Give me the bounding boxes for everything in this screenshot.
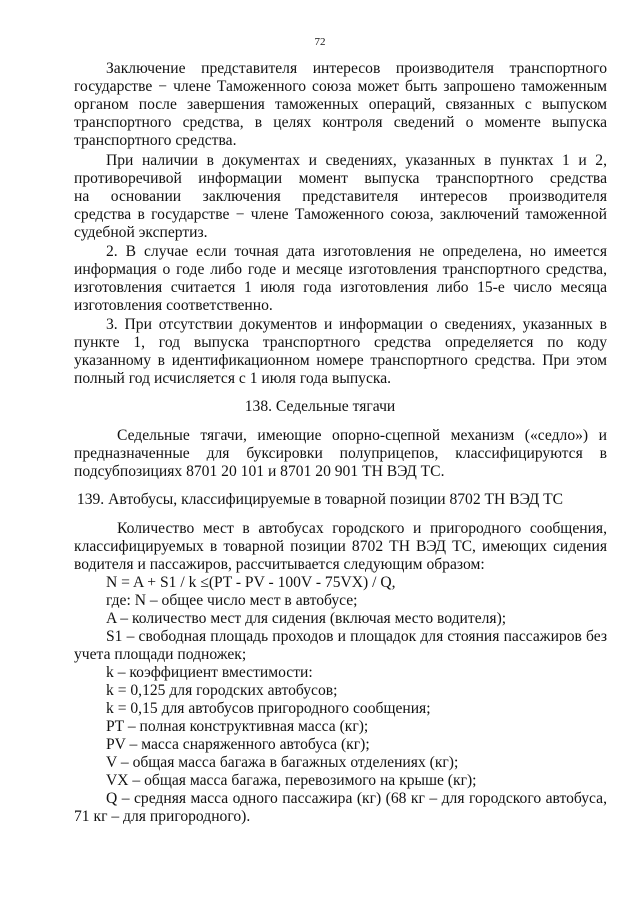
text-line: подсубпозициях 8701 20 101 и 8701 20 901 ТН ВЭД ТС. [74,463,445,480]
text-line: полный год исчисляется с 1 июля года выпуска. [74,370,392,387]
text-line: судебной экспертиз. [74,224,208,241]
text-line: PV – масса снаряженного автобуса (кг); [106,736,370,753]
text-line: VX – общая масса багажа, перевозимого на крыше (кг); [106,772,477,789]
text-line: противоречивой информации момент выпуска транспортного средства [74,170,607,187]
text-line: на основании заключения представителя интересов производителя [74,188,607,205]
text-line: классифицируемых в товарной позиции 8702 ТН ВЭД ТС, имеющих сидения [74,538,607,555]
text-line: Количество мест в автобусах городского и пригородного сообщения, [117,520,607,537]
text-line: PT – полная конструктивная масса (кг); [106,718,369,735]
text-line: A – количество мест для сидения (включая место водителя); [106,610,507,627]
text-line: k = 0,15 для автобусов пригородного сообщения; [106,700,431,717]
text-line: k = 0,125 для городских автобусов; [106,682,338,699]
text-line: информация о годе либо годе и месяце изготовления транспортного средства, [74,261,607,278]
section-heading: 138. Седельные тягачи [244,398,396,415]
text-line: учета площади подножек; [74,646,247,663]
text-line: Q – средняя масса одного пассажира (кг) (68 кг – для городского автобуса, [106,790,607,807]
text-line: 2. В случае если точная дата изготовления не определена, но имеется [106,243,607,260]
text-line: предназначенные для буксировки полуприцепов, классифицируются в [74,445,607,462]
text-line: Седельные тягачи, имеющие опорно-сцепной механизм («седло») и [117,427,607,444]
text-line: государстве − члене Таможенного союза может быть запрошено таможенным [74,78,607,95]
text-line: пункте 1, год выпуска транспортного средства определяется по коду [74,334,607,351]
text-line: V – общая масса багажа в багажных отделениях (кг); [106,754,459,771]
text-line: транспортного средства. [74,132,237,149]
text-line: 3. При отсутствии документов и информации о сведениях, указанных в [106,316,607,333]
text-line: k – коэффициент вместимости: [106,664,313,681]
text-line: изготовления соответственно. [74,297,273,314]
text-line: При наличии в документах и сведениях, указанных в пунктах 1 и 2, [106,152,607,169]
text-line: 71 кг – для пригородного). [74,808,251,825]
text-line: где: N – общее число мест в автобусе; [106,592,358,609]
text-line: водителя и пассажиров, рассчитывается следующим образом: [74,556,485,573]
page-number: 72 [314,36,326,48]
formula-line: N = A + S1 / k ≤(PT - PV - 100V - 75VX) / Q, [106,574,396,591]
text-line: указанному в идентификационном номере транспортного средства. При этом [74,352,607,369]
text-line: S1 – свободная площадь проходов и площадок для стояния пассажиров без [106,628,607,645]
text-line: органом после завершения таможенных операций, связанных с выпуском [74,96,607,113]
text-line: Заключение представителя интересов производителя транспортного [106,60,607,77]
text-line: транспортного средства, в целях контроля сведений о моменте выпуска [74,114,607,131]
text-line: средства в государстве − члене Таможенного союза, заключений таможенной [74,206,607,223]
text-line: изготовления считается 1 июля года изготовления либо 15-е число месяца [74,279,607,296]
section-heading: 139. Автобусы, классифицируемые в товарной позиции 8702 ТН ВЭД ТС [76,491,564,508]
